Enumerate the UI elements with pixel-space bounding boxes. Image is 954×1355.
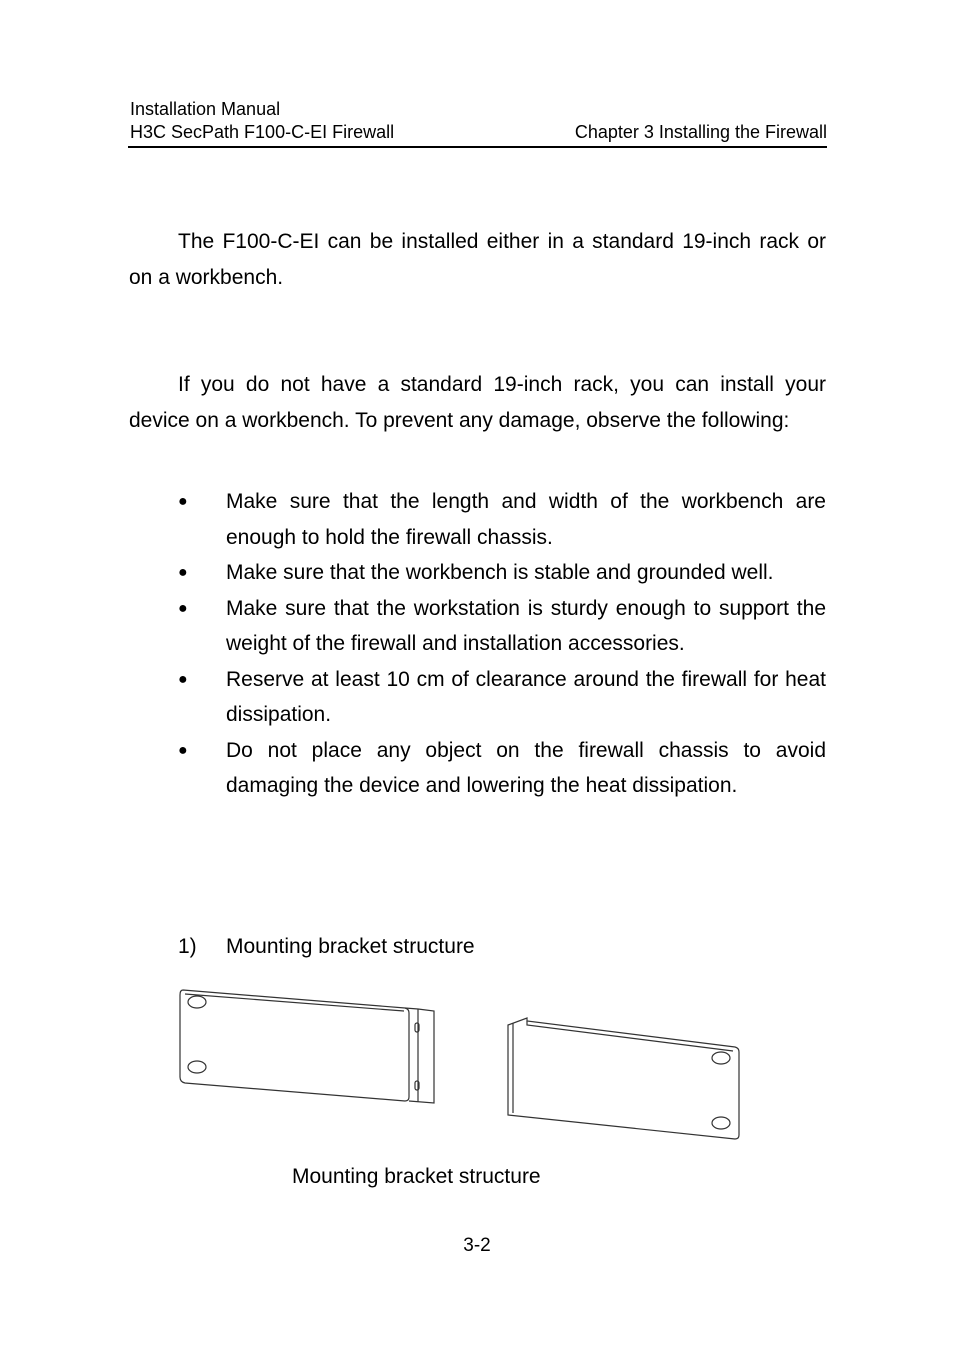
- page-number: 3-2: [463, 1235, 491, 1256]
- product-name: H3C SecPath F100-C-EI Firewall: [130, 122, 395, 142]
- figure-caption: Mounting bracket structure: [292, 1165, 541, 1188]
- page-header: [128, 98, 827, 148]
- list-item: ● Do not place any object on the firewall chassis to avoid damaging the device and lowering the heat dissipation.: [129, 733, 826, 804]
- precautions-list: [129, 484, 826, 804]
- left-bracket: [180, 990, 434, 1103]
- bullet-icon: ●: [178, 670, 188, 688]
- list-item: ● Reserve at least 10 cm of clearance around the firewall for heat dissipation.: [129, 662, 826, 733]
- right-bracket: [508, 1018, 739, 1139]
- mounting-bracket-figure: [175, 985, 745, 1145]
- bullet-icon: ●: [178, 741, 188, 759]
- step-text: Mounting bracket structure: [226, 935, 475, 958]
- step-number: 1): [178, 935, 197, 958]
- bullet-icon: ●: [178, 599, 188, 617]
- list-item: ● Make sure that the workbench is stable and grounded well.: [129, 555, 826, 591]
- intro-paragraph: The F100-C-EI can be installed either in a standard 19-inch rack or on a workbench.: [129, 230, 826, 289]
- chapter-title: Chapter 3 Installing the Firewall: [574, 122, 827, 142]
- list-item: ● Make sure that the length and width of the workbench are enough to hold the firewall chassis.: [129, 484, 826, 555]
- bullet-icon: ●: [178, 493, 188, 510]
- workbench-paragraph: If you do not have a standard 19-inch rack, you can install your device on a workbench. To prevent any damage, observe the following:: [129, 373, 826, 432]
- bullet-icon: ●: [178, 564, 188, 581]
- manual-title: Installation Manual: [130, 99, 281, 119]
- list-item: ● Make sure that the workstation is sturdy enough to support the weight of the firewall and installation accessories.: [129, 591, 826, 662]
